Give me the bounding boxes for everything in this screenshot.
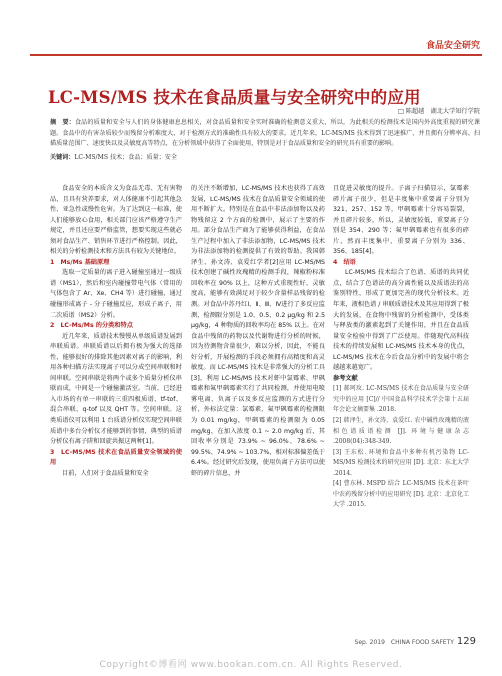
paragraph: 选取一定质量的离子进入碰撞室通过一级质谱（MS1），然后和室内碰撞带电气体（常用的气体包含了 Ar、Xe、CH4 等）进行碰撞，通过碰撞形成离子 - 分子碰撞反应，形成子离子，用二次质谱（MS2）分析。 — [50, 269, 182, 319]
section-header: 食品安全研究 — [425, 41, 480, 51]
page-number: 129 — [456, 636, 476, 647]
references-heading: 参考文献 — [333, 374, 358, 382]
section-heading: 4 结语 — [333, 258, 356, 266]
issue-info: Sep. 2019 CHINA FOOD SAFETY — [354, 639, 454, 646]
article-title: LC-MS/MS 技术在食品质量与安全研究中的应用 — [48, 88, 421, 107]
section-heading: 1 Ms/Ms 基础原理 — [50, 258, 110, 266]
paragraph: 且促进灵敏度的提升。子离子扫描显示，氯霉素碎片离子很少，但是丰度集中重要离子分别为 321、257、152 等，甲砜霉素十分容易裂裂，并且碎片较多，所以，灵敏度较低，重要离子分别是 354、290 等；氟甲砜霉素也有很多的碎片，然而丰度集中，重要离子分别为 336、356、185[4]。 — [333, 185, 469, 256]
body-column-2 — [191, 184, 325, 479]
abstract-label: 摘 要： — [50, 119, 75, 126]
reference-item: [1] 郝珂玫. LC-MS/MS 技术在食品质量与安全研究中的应用 [C]// 中国食品科学技术学会第十五届年会论文摘要集 .2018. — [333, 385, 469, 414]
header-divider — [30, 54, 482, 56]
reference-item: [4] 曹东林. MSPD 结合 LC-MS/MS 技术在茶叶中农药残留分析中的应用研究 [D]. 北京：北京化工大学 .2015. — [333, 480, 469, 509]
keywords-text: LC-MS/MS 技术；食品；质量；安全 — [74, 154, 177, 161]
keywords — [50, 152, 177, 161]
paragraph: 的关注不断增加，LC-MS/MS 技术也获得了高效发展，LC-MS/MS 技术在食品质量安全领域的使用不断扩大。特别是在食品中非法添加物以及药物残留这 2 个方面的检测中，展示了主要的作用。部分食品生产商为了能够获得利益，在食品生产过程中加入了非法添加物，LC-MS/MS 技术为非法添加物的检测提供了有效的帮助。我国韩泽生、孙文涛、袁爱红学者[2]应用 LC-MS/MS 技术创建了碱性玫瑰精的检测手段，辣椒粉标准回收率在 90% 以上，这种方式重现性好、灵敏度高，能够有效满足对于较少含量样品残留的检测。对食品中苏丹红Ⅰ、Ⅱ、Ⅲ、Ⅳ进行了多反应监测，检测限分别是 1.0、0.5、0.2 μg/kg 和 2.5 μg/kg，4 种物质的回收率均在 85% 以上。在对食品中残留的药物以及代谢物进行分析的时候，因为待测物含量很少，难以分析，因此，不能良好分析，开展检测的手段必须拥有高精度和高灵敏度。而 LC-MS/MS 技术是非常强大的分析工具[3]，利用 LC-MS/MS 技术对虾中氯霉素、甲砜霉素和氟甲砜霉素实行了共同检测，并使用电喷雾电离、负离子以及多反应监测的方式进行分析，外标法定量：氯霉素、氟甲砜霉素的检测限为 0.01 mg/kg，甲砜霉素的检测限为 0.05 mg/kg，在加入浓度 0.1 ~ 2.0 mg/kg 后，其回收率分别是 73.9% ~ 96.0%、78.6% ~ 99.5%、74.9% ~ 103.7%，相对标准偏差低于 6.4%。经过研究后发现，使用负离子方法可以使虾的碎片信息，并 — [191, 185, 325, 477]
paragraph: LC-MS/MS 技术综合了色谱、质谱的共同优点，结合了色谱法的高分离性能以及质谱法的高鉴别特性，形成了更加完善的现代分析技术。近年来，液相色谱 / 串联质谱技术及其应用得到了极大的发展，在食物中残留的分析检测中，受体类与释放类的激素起到了关键作用，并且在食品质量安全检验中得到了广泛使用。伴随现代高科技技术的持续发展和 LC-MS/MS 技术本身的优点，LC-MS/MS 技术在今后食品分析中的发展中将会越越来越宽广。 — [333, 269, 469, 372]
section-heading: 3 LC-MS/MS 技术在食品质量安全领域的使用 — [50, 448, 182, 467]
paragraph: 食品安全的本质含义为食品无毒、无有害物品，且具有营养要求，对人体健康不引起其他急性、亚急性或慢性危害。为了达到这一标准，使人们能够放心食用，相关部门应该严格遵守生产规定，并且还应要严格监管，想要实现这些就必须对食品生产、销售环节进行严格控制。因此，相关的分析检测技术和方法具有较为关键地位。 — [50, 185, 182, 256]
paragraph: 近几年来，质谱技术慢慢从单级质谱发展到串联质谱。串联质谱以后拥有极为强大的选择性，能够很好的排除其他因素对离子的影响，利用各种扫描方法实现离子可以分成空间串联和时间串联。空间串联是将两个或多个质量分析仪串联而成，中间是一个碰撞激活室。当前，已经进入市场的有单一串联的三重四极质谱、tf-tof、混合串联、q-tof 以及 QHT 等。空间串联。这类质谱仪可以利用 1 台质谱分析仪实现空间串联质谱中多台分析仪才能够到的事情，典型的质谱分析仪有离子阱和回旋共振这两种[1]。 — [50, 332, 182, 446]
body-column-1 — [50, 184, 182, 479]
paragraph: 目前，人们对于食品质量和安全 — [62, 469, 149, 477]
copyright-watermark: Copyright©博看网 www.bookan.com.cn. All Rights Reserved. — [99, 660, 403, 670]
abstract-text: 食品的质量和安全与人们的身体健康息息相关，对食品质量和安全实时准确的检测意义重大，所以，为此相关的检测技术是国内外高度重视的研究课题。食品中的有害杂质较少而残留分析难度大，对于检测方式的准确性具有较大的要求。近几年来，LC-MS/MS 技术得到了迅速推广，并且拥有分辨率高、扫描质量范围广、速度快以及灵敏度高等特点，在分析领域中获得了全面使用，特别是对于食品质量和安全的研究具有重要的影响。 — [50, 119, 481, 148]
reference-item: [2] 韩泽生，孙文涛，袁爱红. 农中碱性玫瑰精的液相色谱质谱检测 [J]. 环境与健康杂志 .2008(04):348-349. — [333, 417, 469, 446]
abstract — [50, 118, 480, 150]
page-footer — [355, 636, 476, 647]
article-author: □ 陈超越 湖北大学知行学院 — [397, 108, 480, 115]
section-heading: 2 LC-Ms/Ms 的分类和特点 — [50, 322, 133, 330]
keywords-label: 关键词： — [50, 154, 75, 161]
reference-item: [3] 王东松. 环境和食品中多种有机污染物 LC-MS/MS 检测技术的研究应用 [D]. 北京：东北大学 .2014. — [333, 448, 469, 477]
body-column-3 — [333, 184, 469, 511]
